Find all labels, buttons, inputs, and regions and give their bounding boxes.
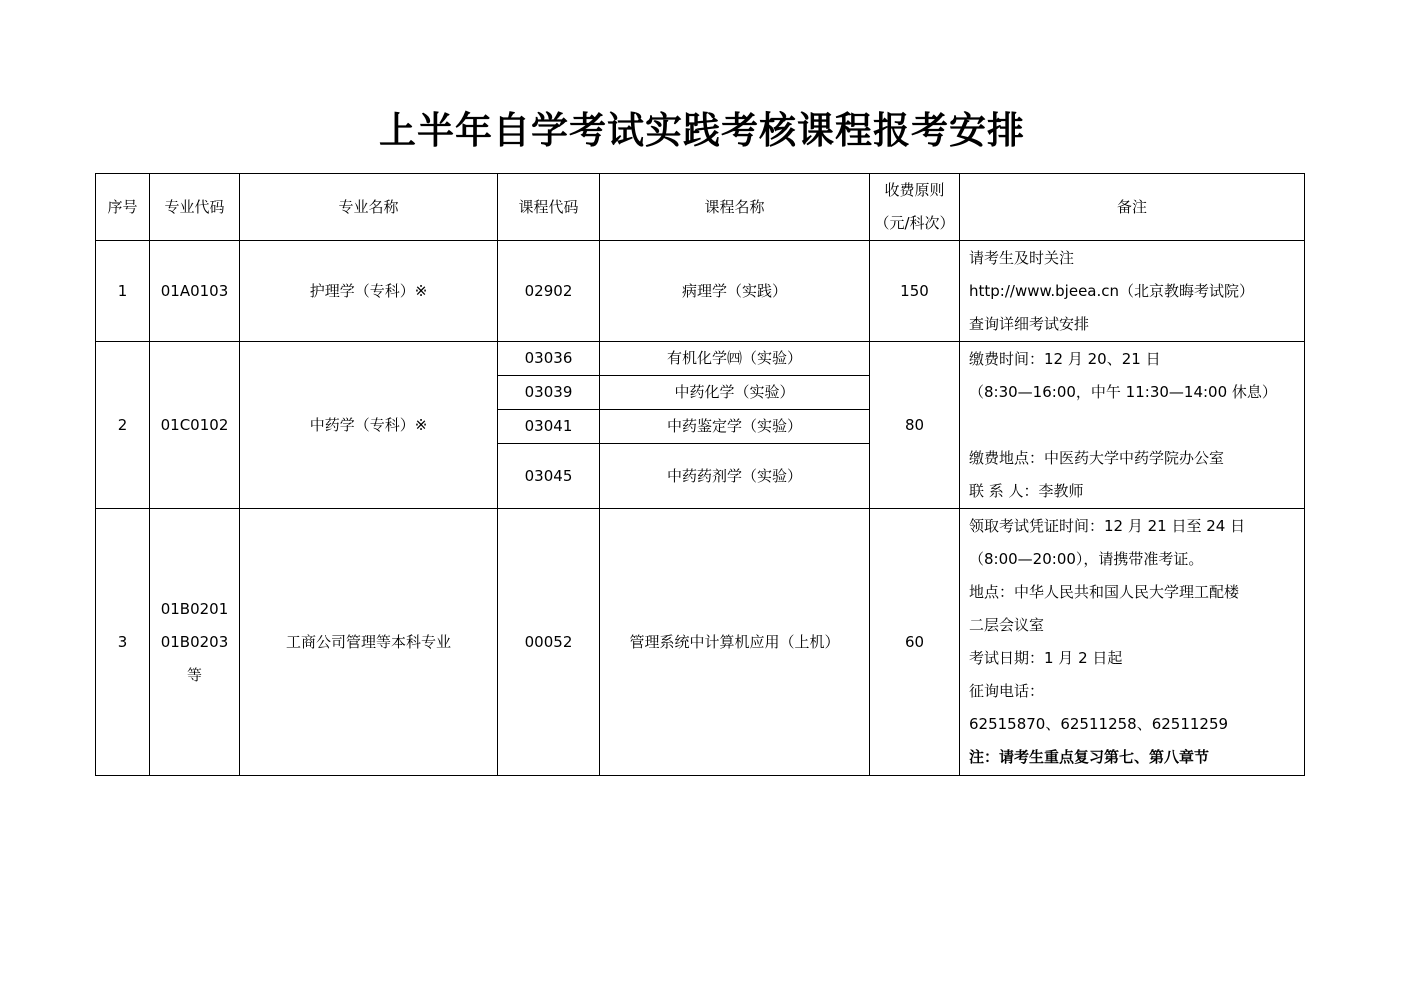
row2-fee: 80 [870,342,960,509]
row1-note-line: 请考生及时关注 [969,248,1075,267]
row2-course-code: 03045 [498,444,600,509]
header-fee-line2: （元/科次） [874,214,955,232]
table-row [96,509,1305,776]
row3-major-code-line: 01B0203 [160,632,229,651]
row1-major-code: 01A0103 [150,241,240,342]
row1-course-code: 02902 [498,241,600,342]
row1-note-line: http://www.bjeea.cn（北京教晦考试院） [969,281,1255,300]
row3-course-name: 管理系统中计算机应用（上机） [600,509,870,776]
header-course-name: 课程名称 [600,174,870,241]
row2-note-line: 缴费地点：中医药大学中药学院办公室 [969,448,1225,467]
header-seq: 序号 [96,174,150,241]
row2-course-name: 中药化学（实验） [600,376,870,410]
note-spacer [969,409,1304,442]
row3-major-name: 工商公司管理等本科专业 [240,509,498,776]
row3-course-code: 00052 [498,509,600,776]
header-major-code: 专业代码 [150,174,240,241]
table-header-row [96,174,1305,241]
row2-note-line: 缴费时间：12 月 20、21 日 [969,349,1161,368]
row2-course-name: 中药鉴定学（实验） [600,410,870,444]
row3-note-line: （8:00—20:00），请携带准考证。 [969,550,1204,568]
row2-course-name: 有机化学㈣（实验） [600,342,870,376]
row2-course-name: 中药药剂学（实验） [600,444,870,509]
table-row [96,241,1305,342]
row3-seq: 3 [96,509,150,776]
row2-major-name: 中药学（专科）※ [240,342,498,509]
row3-emphasis-note: 注：请考生重点复习第七、第八章节 [969,748,1210,766]
row1-major-name: 护理学（专科）※ [240,241,498,342]
row1-seq: 1 [96,241,150,342]
row3-major-code-line: 01B0201 [160,599,229,618]
row3-notes [960,509,1305,776]
row1-notes [960,241,1305,342]
row2-course-code: 03036 [498,342,600,376]
row3-note-line: 地点：中华人民共和国人民大学理工配楼 [969,583,1240,601]
row2-notes [960,342,1305,509]
row1-note-line: 查询详细考试安排 [969,314,1090,333]
row3-note-line: 考试日期：1 月 2 日起 [969,649,1123,667]
row3-major-code [150,509,240,776]
header-course-code: 课程代码 [498,174,600,241]
row2-seq: 2 [96,342,150,509]
row1-course-name: 病理学（实践） [600,241,870,342]
row2-course-code: 03039 [498,376,600,410]
row2-note-line: 联 系 人：李教师 [969,481,1084,500]
row3-fee: 60 [870,509,960,776]
header-major-name: 专业名称 [240,174,498,241]
header-fee-line1: 收费原则 [884,181,945,199]
document-title: 上半年自学考试实践考核课程报考安排 [379,108,1025,152]
row3-note-line: 领取考试凭证时间：12 月 21 日至 24 日 [969,517,1246,535]
header-note: 备注 [960,174,1305,241]
row2-major-code: 01C0102 [150,342,240,509]
row3-note-line: 二层会议室 [969,616,1045,634]
row2-note-line: （8:30—16:00，中午 11:30—14:00 休息） [969,382,1277,401]
table-row [96,342,1305,376]
header-fee [870,174,960,241]
row2-course-code: 03041 [498,410,600,444]
row3-note-line: 征询电话： [969,682,1045,700]
row3-note-line: 62515870、62511258、62511259 [969,715,1229,733]
exam-schedule-table [95,173,1305,776]
row1-fee: 150 [870,241,960,342]
row3-major-code-line: 等 [186,665,202,684]
